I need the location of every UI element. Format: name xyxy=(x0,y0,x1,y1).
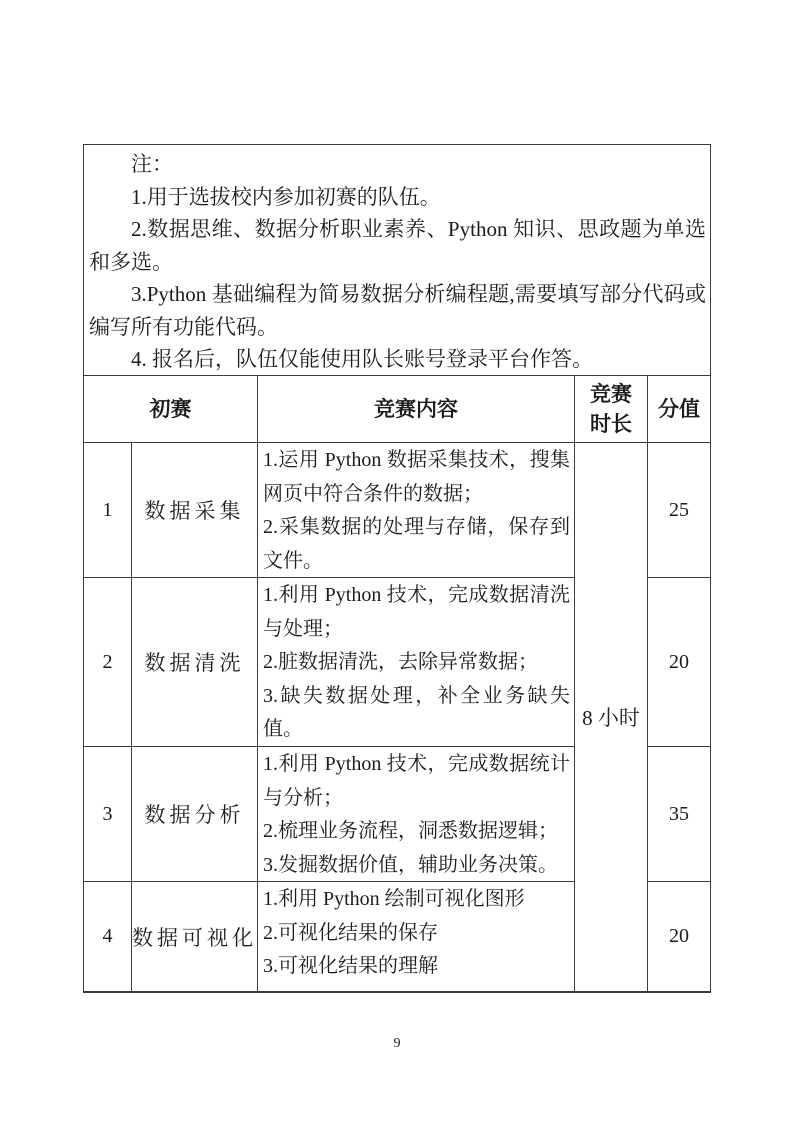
content-item: 3.可视化结果的理解 xyxy=(263,955,438,977)
content-item: 2.可视化结果的保存 xyxy=(263,921,438,944)
content-cell xyxy=(258,882,575,991)
content-item: 2.梳理业务流程，洞悉数据逻辑； xyxy=(263,820,558,842)
category-cell: 数据可视化 xyxy=(132,882,258,991)
content-item: 2.采集数据的处理与存储，保存到文件。 xyxy=(263,516,570,572)
table-header-round: 初赛 xyxy=(84,376,258,443)
table-header-content: 竞赛内容 xyxy=(258,376,575,443)
row-number: 2 xyxy=(84,578,132,747)
category-cell: 数据清洗 xyxy=(132,578,258,747)
score-cell: 35 xyxy=(648,747,710,882)
content-cell xyxy=(258,443,575,578)
content-cell xyxy=(258,747,575,882)
notes-section xyxy=(84,145,710,375)
content-item: 1.运用 Python 数据采集技术，搜集网页中符合条件的数据； xyxy=(263,449,570,505)
table-header-duration: 竞赛时长 xyxy=(575,376,648,443)
table-header-score: 分值 xyxy=(648,376,710,443)
content-item: 1.利用 Python 技术，完成数据统计与分析； xyxy=(263,753,570,809)
content-item: 3.缺失数据处理，补全业务缺失值。 xyxy=(263,684,570,740)
score-cell: 20 xyxy=(648,578,710,747)
row-number: 1 xyxy=(84,443,132,578)
row-number: 3 xyxy=(84,747,132,882)
score-cell: 20 xyxy=(669,925,689,947)
note-item-3: 3.Python 基础编程为简易数据分析编程题,需要填写部分代码或编写所有功能代码。 xyxy=(89,282,706,339)
note-item-4: 4. 报名后，队伍仅能使用队长账号登录平台作答。 xyxy=(131,347,593,371)
content-item: 1.利用 Python 技术，完成数据清洗与处理； xyxy=(263,584,570,640)
content-item: 2.脏数据清洗，去除异常数据； xyxy=(263,651,538,673)
duration-cell: 8 小时 xyxy=(575,443,648,991)
notes-label: 注： xyxy=(131,152,173,176)
note-item-1: 1.用于选拔校内参加初赛的队伍。 xyxy=(131,184,441,209)
content-cell xyxy=(258,578,575,747)
category-cell: 数据采集 xyxy=(132,443,258,578)
category-cell: 数据分析 xyxy=(132,747,258,882)
score-cell: 25 xyxy=(648,443,710,578)
content-frame xyxy=(83,144,711,993)
row-number: 4 xyxy=(84,882,132,991)
page-number: 9 xyxy=(393,1036,401,1051)
competition-table xyxy=(84,375,710,991)
note-item-2: 2.数据思维、数据分析职业素养、Python 知识、思政题为单选和多选。 xyxy=(89,217,706,274)
content-item: 1.利用 Python 绘制可视化图形 xyxy=(263,888,525,910)
content-item: 3.发掘数据价值，辅助业务决策。 xyxy=(263,853,558,876)
